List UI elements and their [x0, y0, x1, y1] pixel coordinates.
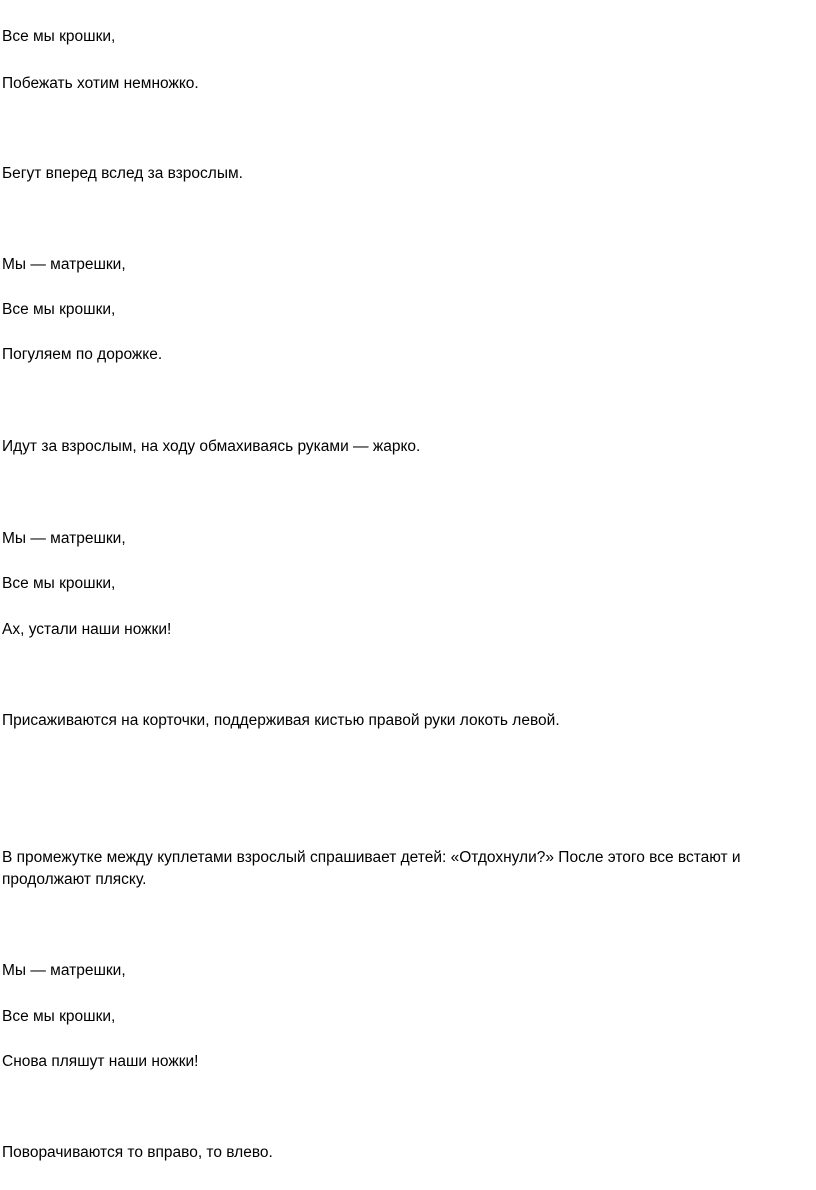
stage-direction: Бегут вперед вслед за взрослым. — [2, 165, 243, 182]
verse-line: Снова пляшут наши ножки! — [2, 1053, 199, 1070]
verse-line: Ах, устали наши ножки! — [2, 621, 172, 638]
stage-direction-paragraph: В промежутке между куплетами взрослый спрашивает детей: «Отдохнули?» После этого все встают и продолжают пляску. — [2, 849, 741, 888]
verse-line: Все мы крошки, — [2, 575, 116, 592]
verse-line: Все мы крошки, — [2, 1008, 116, 1025]
verse-line: Погуляем по дорожке. — [2, 346, 163, 363]
verse-line: Мы — матрешки, — [2, 530, 126, 547]
stage-direction: Присаживаются на корточки, поддерживая кистью правой руки локоть левой. — [2, 712, 560, 729]
verse-line: Мы — матрешки, — [2, 962, 126, 979]
verse-line: Все мы крошки, — [2, 301, 116, 318]
verse-line: Побежать хотим немножко. — [2, 75, 199, 92]
stage-direction: Поворачиваются то вправо, то влево. — [2, 1144, 273, 1161]
verse-line: Все мы крошки, — [2, 28, 116, 45]
verse-line: Мы — матрешки, — [2, 256, 126, 273]
stage-direction: Идут за взрослым, на ходу обмахиваясь руками — жарко. — [2, 438, 421, 455]
